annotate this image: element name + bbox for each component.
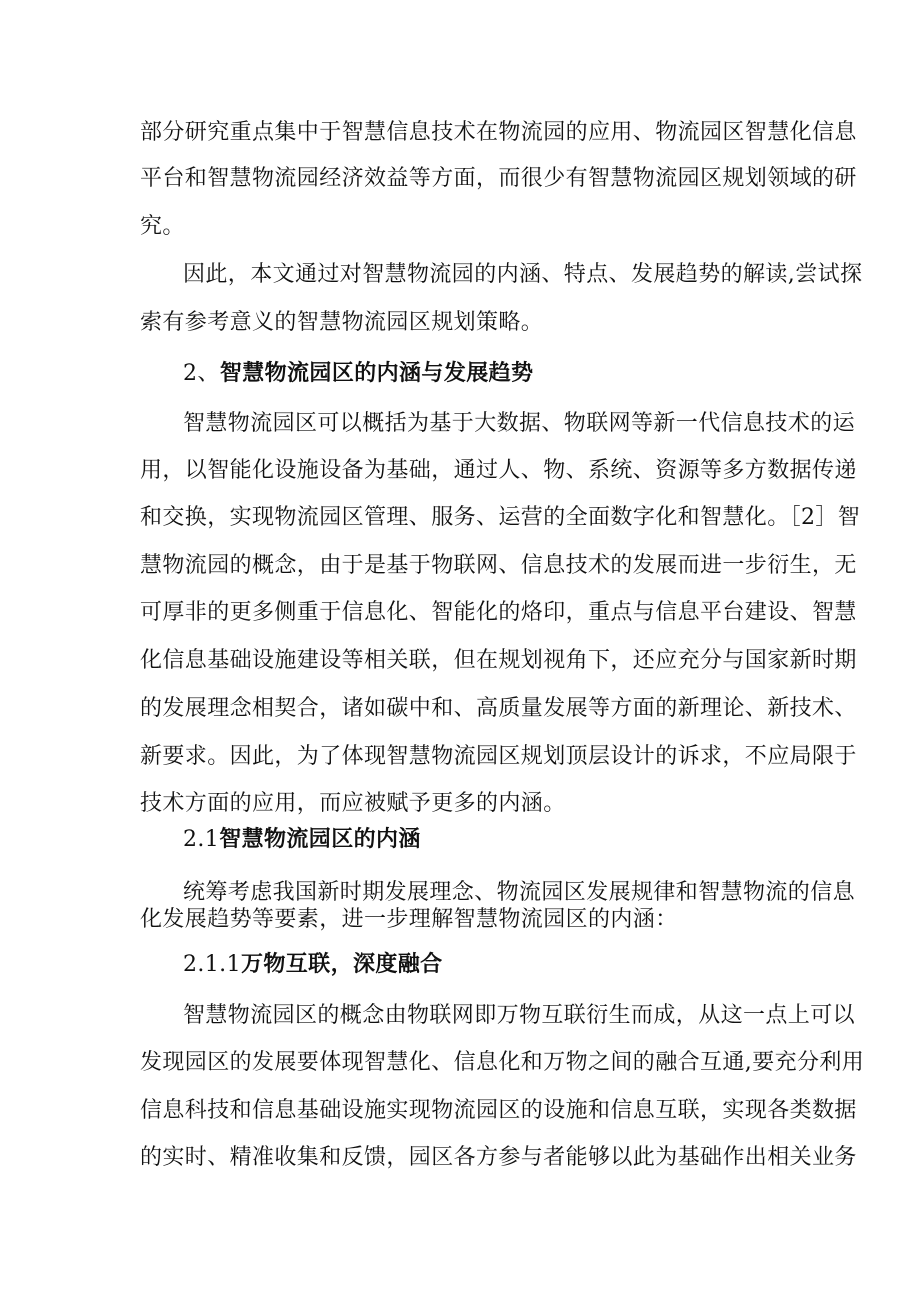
paragraph-line: 智慧物流园区的概念由物联网即万物互联衍生而成，从这一点上可以 bbox=[183, 1003, 856, 1028]
paragraph-line: 可厚非的更多侧重于信息化、智能化的烙印，重点与信息平台建设、智慧 bbox=[140, 600, 857, 625]
subsection-heading bbox=[183, 825, 421, 855]
subsubsection-heading bbox=[183, 950, 443, 980]
paragraph-line: 索有参考意义的智慧物流园区规划策略。 bbox=[140, 310, 544, 335]
paragraph-line: 究。 bbox=[140, 214, 185, 239]
paragraph-line: 统筹考虑我国新时期发展理念、物流园区发展规律和智慧物流的信息 bbox=[183, 880, 856, 905]
paragraph-line: 慧物流园的概念，由于是基于物联网、信息技术的发展而进一步衍生，无 bbox=[140, 553, 857, 578]
paragraph-line: 因此，本文通过对智慧物流园的内涵、特点、发展趋势的解读,尝试探 bbox=[183, 262, 863, 287]
subsubsection-number: 2.1.1 bbox=[183, 952, 241, 977]
paragraph-line: 信息科技和信息基础设施实现物流园区的设施和信息互联，实现各类数据 bbox=[140, 1098, 857, 1123]
paragraph-line: 发现园区的发展要体现智慧化、信息化和万物之间的融合互通,要充分利用 bbox=[140, 1050, 865, 1075]
paragraph-line: 用，以智能化设施设备为基础，通过人、物、系统、资源等多方数据传递 bbox=[140, 458, 857, 483]
paragraph-line: 平台和智慧物流园经济效益等方面，而很少有智慧物流园区规划领域的研 bbox=[140, 166, 857, 191]
subsection-number: 2.1 bbox=[183, 827, 220, 852]
section-number: 2、 bbox=[183, 361, 220, 386]
subsection-title: 智慧物流园区的内涵 bbox=[219, 827, 421, 852]
paragraph-line: 的发展理念相契合，诸如碳中和、高质量发展等方面的新理论、新技术、 bbox=[140, 696, 857, 721]
paragraph-line: 和交换，实现物流园区管理、服务、运营的全面数字化和智慧化。［2］智 bbox=[140, 505, 861, 530]
subsubsection-title: 万物互联，深度融合 bbox=[240, 952, 443, 977]
paragraph-line: 化发展趋势等要素，进一步理解智慧物流园区的内涵： bbox=[140, 907, 678, 932]
paragraph-line: 部分研究重点集中于智慧信息技术在物流园的应用、物流园区智慧化信息 bbox=[140, 120, 857, 145]
section-title: 智慧物流园区的内涵与发展趋势 bbox=[219, 361, 534, 386]
paragraph-line: 化信息基础设施建设等相关联，但在规划视角下，还应充分与国家新时期 bbox=[140, 648, 857, 673]
section-heading bbox=[183, 359, 533, 389]
paragraph-line: 的实时、精准收集和反馈，园区各方参与者能够以此为基础作出相关业务 bbox=[140, 1145, 857, 1170]
paragraph-line: 技术方面的应用，而应被赋予更多的内涵。 bbox=[140, 791, 566, 816]
paragraph-line: 智慧物流园区可以概括为基于大数据、物联网等新一代信息技术的运 bbox=[183, 411, 856, 436]
paragraph-line: 新要求。因此，为了体现智慧物流园区规划顶层设计的诉求，不应局限于 bbox=[140, 744, 857, 769]
